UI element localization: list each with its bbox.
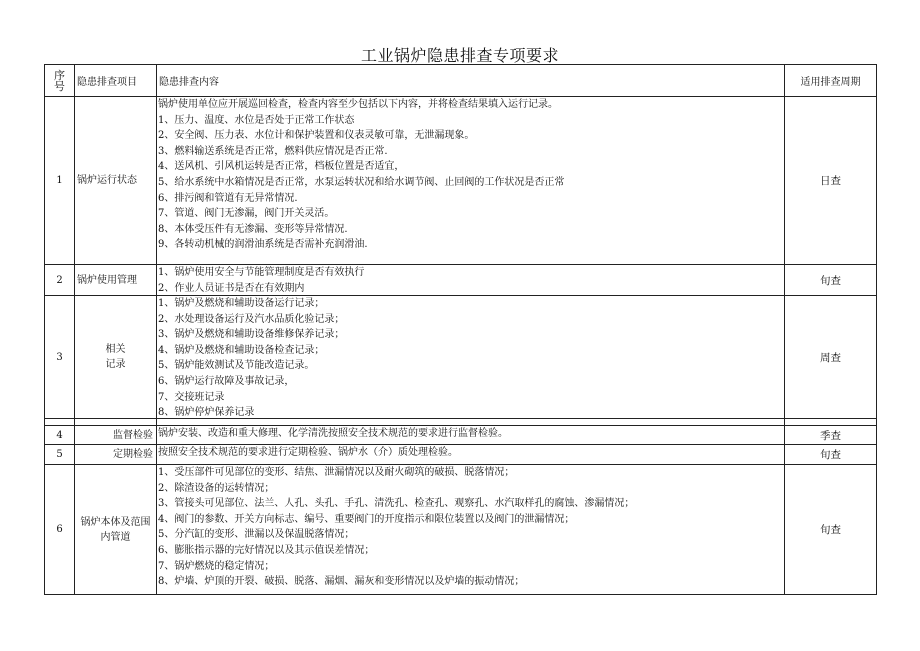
table-row [45, 296, 877, 419]
header-cycle: 适用排查周期 [785, 65, 877, 97]
spacer-cell [157, 419, 785, 426]
row-number: 4 [45, 426, 75, 445]
table-row [45, 465, 877, 595]
content-line: 6、排污阀和管道有无异常情况. [158, 192, 298, 204]
row-number: 6 [45, 465, 75, 595]
header-item: 隐患排查项目 [75, 65, 157, 97]
row-content [157, 97, 785, 265]
header-content: 隐患排查内容 [157, 65, 785, 97]
content-line: 4、送风机、引风机运转是否正常，档板位置是否适宜， [158, 161, 405, 173]
content-line: 2、安全阀、压力表、水位计和保护装置和仪表灵敏可靠，无泄漏现象。 [158, 130, 475, 142]
content-line: 3、管接头可见部位、法兰、人孔、头孔、手孔、清洗孔、检查孔、观察孔、水汽取样孔的腐蚀、渗漏情况； [158, 498, 635, 510]
row-item [75, 465, 157, 595]
row-cycle: 旬查 [785, 265, 877, 296]
content-line: 2、除渣设备的运转情况； [158, 482, 275, 494]
inspection-table [44, 64, 877, 595]
content-line: 8、炉墙、炉顶的开裂、破损、脱落、漏烟、漏灰和变形情况以及炉墙的振动情况； [158, 576, 525, 588]
header-no-line1: 序 [54, 68, 65, 82]
row-item: 定期检验 [75, 445, 157, 465]
row-number: 5 [45, 445, 75, 465]
row-item: 锅炉运行状态 [75, 97, 157, 265]
content-line: 4、阀门的参数、开关方向标志、编号、重要阀门的开度指示和限位装置以及阀门的泄漏情况； [158, 513, 575, 525]
table-row [45, 426, 877, 445]
row-number: 1 [45, 97, 75, 265]
row-item: 监督检验 [75, 426, 157, 445]
content-line: 7、交接班记录 [158, 391, 225, 403]
spacer-cell [45, 419, 75, 426]
content-line: 4、锅炉及燃烧和辅助设备检查记录； [158, 344, 325, 356]
row-item [75, 296, 157, 419]
content-line: 6、锅炉运行故障及事故记录， [158, 375, 295, 387]
row-cycle: 季查 [785, 426, 877, 445]
content-line: 9、各转动机械的润滑油系统是否需补充润滑油. [158, 239, 368, 251]
row-item-line2: 内管道 [100, 531, 131, 543]
page-title: 工业锅炉隐患排查专项要求 [360, 46, 559, 65]
content-line: 1、受压部件可见部位的变形、结焦、泄漏情况以及耐火砌筑的破损、脱落情况； [158, 467, 515, 478]
row-content [157, 296, 785, 419]
row-item-line2: 记录 [105, 359, 126, 370]
row-cycle: 旬查 [785, 465, 877, 595]
content-line: 3、锅炉及燃烧和辅助设备维修保养记录； [158, 329, 345, 341]
content-line: 8、本体受压件有无渗漏、变形等异常情况. [158, 223, 348, 235]
row-number: 2 [45, 265, 75, 296]
row-cycle: 旬查 [785, 445, 877, 465]
content-line: 6、膨胀指示器的完好情况以及其示值误差情况； [158, 544, 375, 556]
content-line: 5、锅炉能效测试及节能改造记录。 [158, 360, 315, 372]
header-no [45, 65, 75, 97]
row-item-line1: 相关 [105, 344, 126, 355]
spacer-cell [785, 419, 877, 426]
content-line: 5、分汽缸的变形、泄漏以及保温脱落情况； [158, 529, 355, 541]
row-cycle: 周查 [785, 296, 877, 419]
row-content [157, 265, 785, 296]
content-line: 2、水处理设备运行及汽水品质化验记录； [158, 313, 345, 325]
row-number: 3 [45, 296, 75, 419]
row-content [157, 426, 785, 445]
table-row [45, 97, 877, 265]
table-row [45, 445, 877, 465]
row-item: 锅炉使用管理 [75, 265, 157, 296]
content-line: 按照安全技术规范的要求进行定期检验、锅炉水（介）质处理检验。 [158, 447, 458, 458]
table-header-row [45, 65, 877, 97]
content-line: 7、锅炉燃烧的稳定情况； [158, 560, 275, 572]
spacer-cell [75, 419, 157, 426]
row-content [157, 445, 785, 465]
spacer-row [45, 419, 877, 426]
content-line: 5、给水系统中水箱情况是否正常，水泵运转状况和给水调节阀、止回阀的工作状况是否正常 [158, 176, 565, 188]
content-line: 锅炉安装、改造和重大修理、化学清洗按照安全技术规范的要求进行监督检验。 [158, 428, 508, 439]
content-line: 3、燃料输送系统是否正常，燃料供应情况是否正常. [158, 145, 388, 157]
content-line: 8、锅炉停炉保养记录 [158, 407, 255, 418]
content-line: 7、管道、阀门无渗漏，阀门开关灵活。 [158, 208, 335, 220]
row-content [157, 465, 785, 595]
row-cycle: 日查 [785, 97, 877, 265]
content-line: 锅炉使用单位应开展巡回检查，检查内容至少包括以下内容，并将检查结果填入运行记录。 [158, 99, 558, 110]
row-item-line1: 锅炉本体及范围 [80, 516, 151, 528]
content-line: 1、锅炉使用安全与节能管理制度是否有效执行 [158, 267, 365, 278]
header-no-line2: 号 [54, 79, 65, 93]
content-line: 1、压力、温度、水位是否处于正常工作状态 [158, 114, 355, 126]
table-row [45, 265, 877, 296]
content-line: 1、锅炉及燃烧和辅助设备运行记录； [158, 298, 325, 309]
content-line: 2、作业人员证书是否在有效期内 [158, 282, 305, 294]
